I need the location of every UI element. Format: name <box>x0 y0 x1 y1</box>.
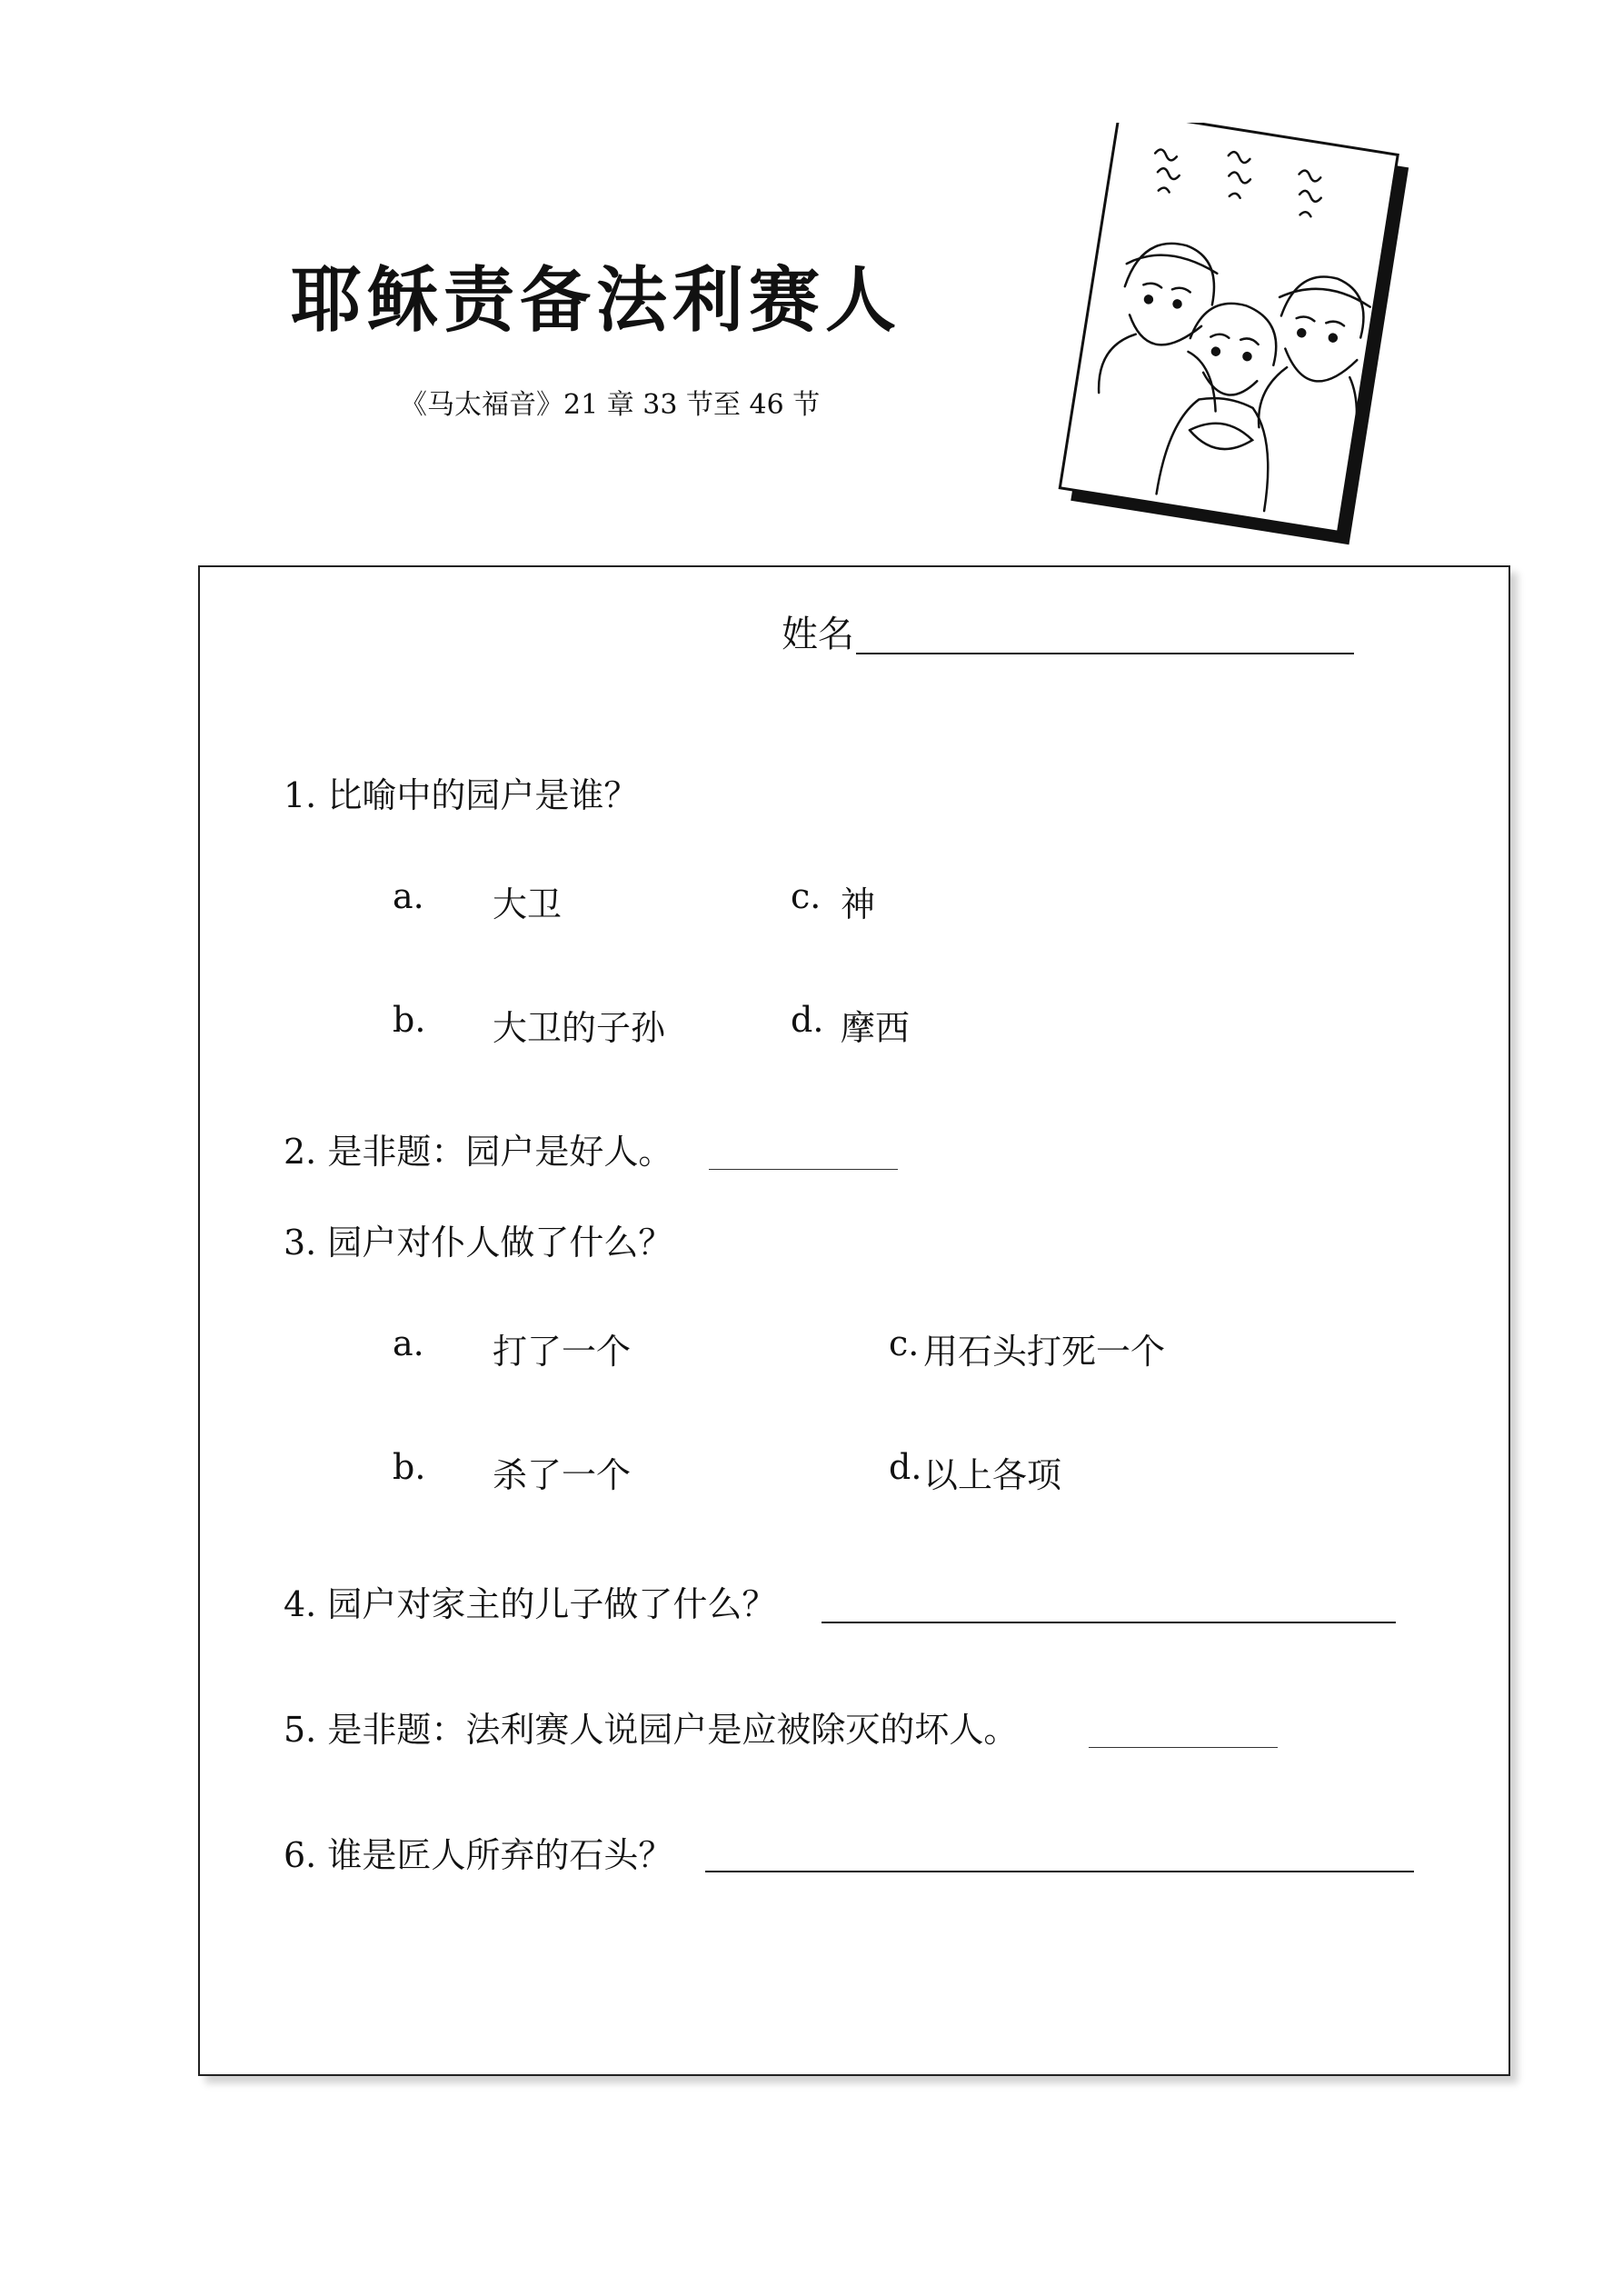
question-4: 4. 园户对家主的儿子做了什么？ <box>284 1584 777 1624</box>
q1-option-a-text: 大卫 <box>493 884 563 924</box>
name-label: 姓名 <box>782 614 854 655</box>
q6-answer-line[interactable] <box>705 1871 1414 1872</box>
q3-option-a-letter: a. <box>393 1323 424 1363</box>
question-3: 3. 园户对仆人做了什么？ <box>284 1223 673 1263</box>
question-1: 1. 比喻中的园户是谁？ <box>284 775 639 815</box>
question-5: 5. 是非题：法利赛人说园户是应被除灭的坏人。 <box>284 1710 1019 1750</box>
q3-option-a-text: 打了一个 <box>493 1332 632 1372</box>
q5-answer-line[interactable] <box>1089 1747 1278 1748</box>
q1-option-a-letter: a. <box>393 876 424 916</box>
q3-option-b-letter: b. <box>393 1447 426 1487</box>
q1-option-c-letter: c. <box>791 876 821 916</box>
q3-option-b-text: 杀了一个 <box>493 1455 632 1495</box>
q2-answer-line[interactable] <box>709 1169 898 1170</box>
q1-option-b-text: 大卫的子孙 <box>493 1008 666 1048</box>
q1-option-b-letter: b. <box>393 1000 426 1040</box>
scripture-reference: 《马太福音》21 章 33 节至 46 节 <box>400 389 821 421</box>
name-input-line[interactable] <box>856 653 1354 654</box>
q3-option-d-text: 以上各项 <box>923 1455 1062 1495</box>
q3-option-c-text: 用石头打死一个 <box>923 1332 1166 1372</box>
question-2: 2. 是非题：园户是好人。 <box>284 1132 673 1172</box>
worksheet-box <box>198 565 1510 2076</box>
q1-option-d-text: 摩西 <box>841 1008 911 1048</box>
q1-option-c-text: 神 <box>841 884 876 924</box>
q1-option-d-letter: d. <box>791 1000 824 1040</box>
q3-option-c-letter: c. <box>889 1323 920 1363</box>
q3-option-d-letter: d. <box>889 1447 922 1487</box>
question-6: 6. 谁是匠人所弃的石头？ <box>284 1835 673 1875</box>
page-title: 耶稣责备法利赛人 <box>291 259 902 342</box>
q4-answer-line[interactable] <box>821 1622 1396 1623</box>
pharisees-illustration <box>1045 123 1427 559</box>
